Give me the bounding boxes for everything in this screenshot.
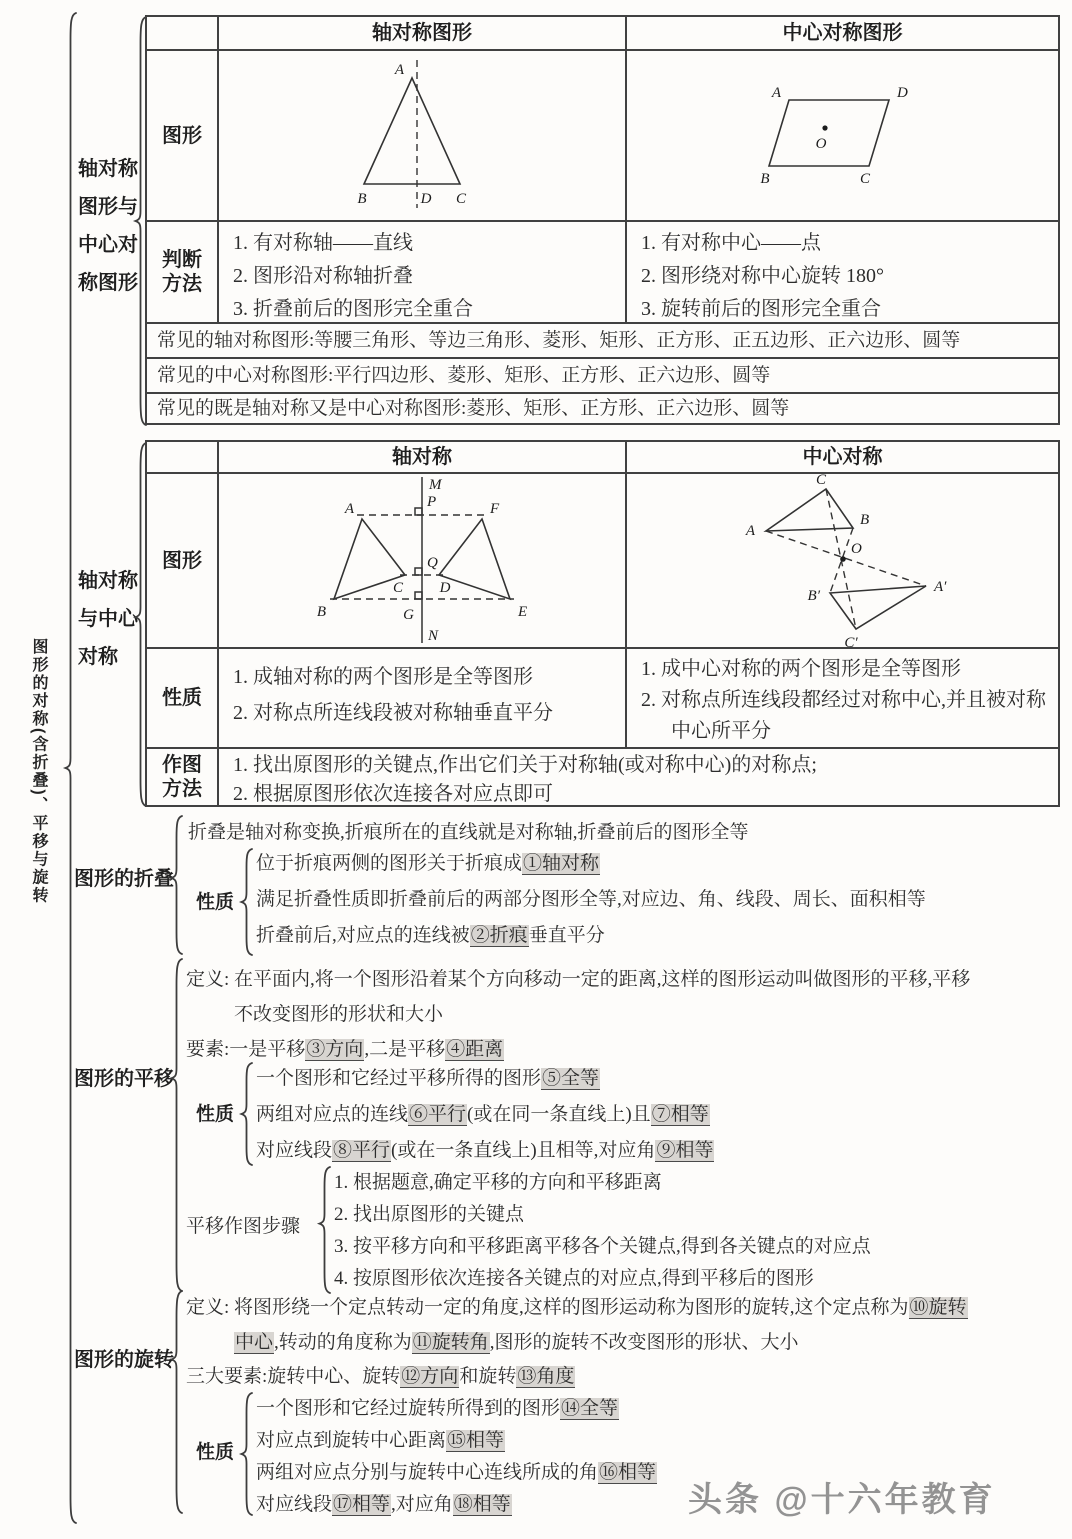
rotation-definition-line: 将图形绕一个定点转动一定的角度,这样的图形运动称为图形的旋转,这个定点称为⑩旋转 <box>234 1297 967 1318</box>
table2-props-axial-list <box>217 647 625 747</box>
vertex-label: C <box>455 190 467 207</box>
table1-header-centrosymmetric: 中心对称图形 <box>625 17 1058 49</box>
translation-property-line: 两组对应点的连线⑥平行(或在同一条直线上)且⑦相等 <box>256 1104 709 1125</box>
table1-judge-center-list <box>625 220 1058 322</box>
property-item: 1. 成中心对称的两个图形是全等图形 <box>641 658 961 680</box>
judge-item: 3. 折叠前后的图形完全重合 <box>233 298 473 320</box>
translation-elements-keyword: 要素: <box>186 1039 230 1060</box>
table2-method-list <box>217 747 1058 805</box>
vertex-label: Q <box>427 554 438 571</box>
table2-row-label-drawing-method: 作图方法 <box>147 747 217 805</box>
translation-property-line: 一个图形和它经过平移所得的图形⑤全等 <box>256 1068 600 1089</box>
vertex-label: M <box>429 476 442 493</box>
method-item: 1. 找出原图形的关键点,作出它们关于对称轴(或对称中心)的对称点; <box>233 754 817 776</box>
translation-steps-label: 平移作图步骤 <box>186 1216 301 1237</box>
judge-item: 1. 有对称中心——点 <box>641 232 821 254</box>
vertex-label: B <box>760 171 770 187</box>
branch-label-figure-folding: 图形的折叠 <box>74 868 174 890</box>
table2-header-central: 中心对称 <box>625 442 1058 472</box>
table2-props-central-list <box>625 647 1058 747</box>
table1-corner-cell <box>147 17 217 49</box>
rotation-definition-line: 中心,转动的角度称为⑪旋转角,图形的旋转不改变图形的形状、大小 <box>235 1332 799 1353</box>
vertex-label: D <box>420 190 432 207</box>
method-item: 2. 根据原图形依次连接各对应点即可 <box>233 783 553 805</box>
vertex-label: A <box>745 522 755 539</box>
table1-header-axisymmetric: 轴对称图形 <box>217 17 625 49</box>
figure-axial-symmetry-pair <box>257 475 587 647</box>
translation-properties-brace <box>240 1062 253 1166</box>
judge-item: 2. 图形沿对称轴折叠 <box>233 265 413 287</box>
table1-common-both-row: 常见的既是轴对称又是中心对称图形:菱形、矩形、正方形、正六边形、圆等 <box>147 392 1058 423</box>
rotation-property-line: 一个图形和它经过旋转所得到的图形⑭全等 <box>256 1398 619 1419</box>
table1-common-axis-row: 常见的轴对称图形:等腰三角形、等边三角形、菱形、矩形、正方形、正五边形、正六边形、圆等 <box>147 322 1058 357</box>
branch-label-figure-translation: 图形的平移 <box>74 1068 174 1090</box>
rotation-property-line: 两组对应点分别与旋转中心连线所成的角⑯相等 <box>256 1462 657 1483</box>
vertex-label: A <box>394 61 404 78</box>
vertex-label: D <box>897 85 908 101</box>
vertex-label: F <box>490 500 500 517</box>
vertex-label: B <box>316 603 326 620</box>
table2-row-label-figure: 图形 <box>147 472 217 647</box>
property-item: 2. 对称点所连线段都经过对称中心,并且被对称中心所平分 <box>641 689 1046 742</box>
rotation-elements-text: 旋转中心、旋转⑫方向和旋转⑬角度 <box>267 1366 575 1387</box>
vertex-label: C′ <box>843 634 858 651</box>
rotation-definition-keyword: 定义: <box>186 1297 230 1318</box>
translation-definition-line: 在平面内,将一个图形沿着某个方向移动一定的距离,这样的图形运动叫做图形的平移,平移 <box>234 969 971 990</box>
judge-item: 2. 图形绕对称中心旋转 180° <box>641 265 884 287</box>
translation-steps-brace <box>318 1166 331 1294</box>
rotation-property-line: 对应线段⑰相等,对应角⑱相等 <box>256 1494 511 1515</box>
vertex-label: C <box>392 579 404 596</box>
rotation-properties-label: 性质 <box>196 1442 235 1463</box>
table2-header-axial: 轴对称 <box>217 442 625 472</box>
rotation-property-line: 对应点到旋转中心距离⑮相等 <box>256 1430 505 1451</box>
translation-elements-text: 一是平移③方向,二是平移④距离 <box>229 1039 504 1060</box>
rotation-brace <box>170 1290 183 1514</box>
translation-step-line: 3. 按平移方向和平移距离平移各个关键点,得到各关键点的对应点 <box>334 1236 871 1257</box>
figure-isosceles-triangle <box>312 56 532 216</box>
translation-definition-keyword: 定义: <box>186 969 230 990</box>
table1-row-label-figure: 图形 <box>147 49 217 220</box>
vertex-label: O <box>850 540 862 557</box>
table2-figure-axial-cell <box>217 472 625 647</box>
table2-figure-central-cell <box>625 471 1058 651</box>
table1-figure-center-cell <box>625 49 1058 220</box>
translation-step-line: 4. 按原图形依次连接各关键点的对应点,得到平移后的图形 <box>334 1268 814 1289</box>
judge-item: 1. 有对称轴——直线 <box>233 232 413 254</box>
translation-properties-label: 性质 <box>196 1104 235 1125</box>
table-symmetric-figures <box>145 15 1060 425</box>
table1-row-label-judge-method: 判断方法 <box>147 220 217 322</box>
fold-property-line: 位于折痕两侧的图形关于折痕成①轴对称 <box>256 853 600 874</box>
translation-definition-line: 不改变图形的形状和大小 <box>234 1004 444 1025</box>
property-item: 1. 成轴对称的两个图形是全等图形 <box>233 666 533 688</box>
branch-label-symmetric-figures: 轴对称图形与中心对称图形 <box>78 158 138 294</box>
table2-row-label-properties: 性质 <box>147 647 217 747</box>
vertex-label: A <box>771 85 781 101</box>
fold-properties-label: 性质 <box>196 892 235 913</box>
rotation-elements-keyword: 三大要素: <box>186 1366 268 1387</box>
vertex-label: C <box>859 171 871 187</box>
root-topic-label: 图形的对称(含折叠)、平移与旋转 <box>30 638 47 905</box>
translation-step-line: 2. 找出原图形的关键点 <box>334 1204 525 1225</box>
vertex-label: O <box>815 136 827 152</box>
vertex-label: G <box>403 606 414 623</box>
root-brace <box>64 12 77 1524</box>
table-axial-central-symmetry <box>145 440 1060 807</box>
figure-parallelogram <box>755 78 930 193</box>
branch-label-figure-rotation: 图形的旋转 <box>74 1349 174 1371</box>
vertex-label: A <box>344 500 354 517</box>
fold-property-line: 满足折叠性质即折叠前后的两部分图形全等,对应边、角、线段、周长、面积相等 <box>256 889 926 910</box>
translation-brace <box>170 958 183 1292</box>
translation-elements-line <box>186 1037 504 1062</box>
vertex-label: D <box>439 579 451 596</box>
vertex-label: B <box>357 190 367 207</box>
branch-label-axial-central-symmetry: 轴对称与中心对称 <box>78 570 138 668</box>
translation-property-line: 对应线段⑧平行(或在一条直线上)且相等,对应角⑨相等 <box>256 1140 714 1161</box>
vertex-label: B′ <box>807 587 820 604</box>
table2-corner-cell <box>147 442 217 472</box>
vertex-label: E <box>518 603 528 620</box>
vertex-label: N <box>428 627 439 644</box>
table1-figure-axis-cell <box>217 49 625 220</box>
fold-property-line: 折叠前后,对应点的连线被②折痕垂直平分 <box>256 925 605 946</box>
property-item: 2. 对称点所连线段被对称轴垂直平分 <box>233 702 553 724</box>
vertex-label: C <box>815 471 826 488</box>
watermark-text: 头条 @十六年教育 <box>688 1481 996 1519</box>
rotation-properties-brace <box>240 1392 253 1516</box>
judge-item: 3. 旋转前后的图形完全重合 <box>641 298 881 320</box>
rotation-elements-line <box>186 1364 575 1389</box>
fold-intro-line: 折叠是轴对称变换,折痕所在的直线就是对称轴,折叠前后的图形全等 <box>188 822 749 843</box>
table1-judge-axis-list <box>217 220 625 322</box>
vertex-label: B <box>859 511 869 528</box>
translation-step-line: 1. 根据题意,确定平移的方向和平移距离 <box>334 1172 662 1193</box>
table1-common-center-row: 常见的中心对称图形:平行四边形、菱形、矩形、正方形、正六边形、圆等 <box>147 357 1058 392</box>
fold-properties-brace <box>240 848 253 956</box>
figure-central-symmetry-pair <box>708 471 978 651</box>
vertex-label: A′ <box>933 578 946 595</box>
fold-brace <box>170 815 183 955</box>
vertex-label: P <box>427 493 437 510</box>
